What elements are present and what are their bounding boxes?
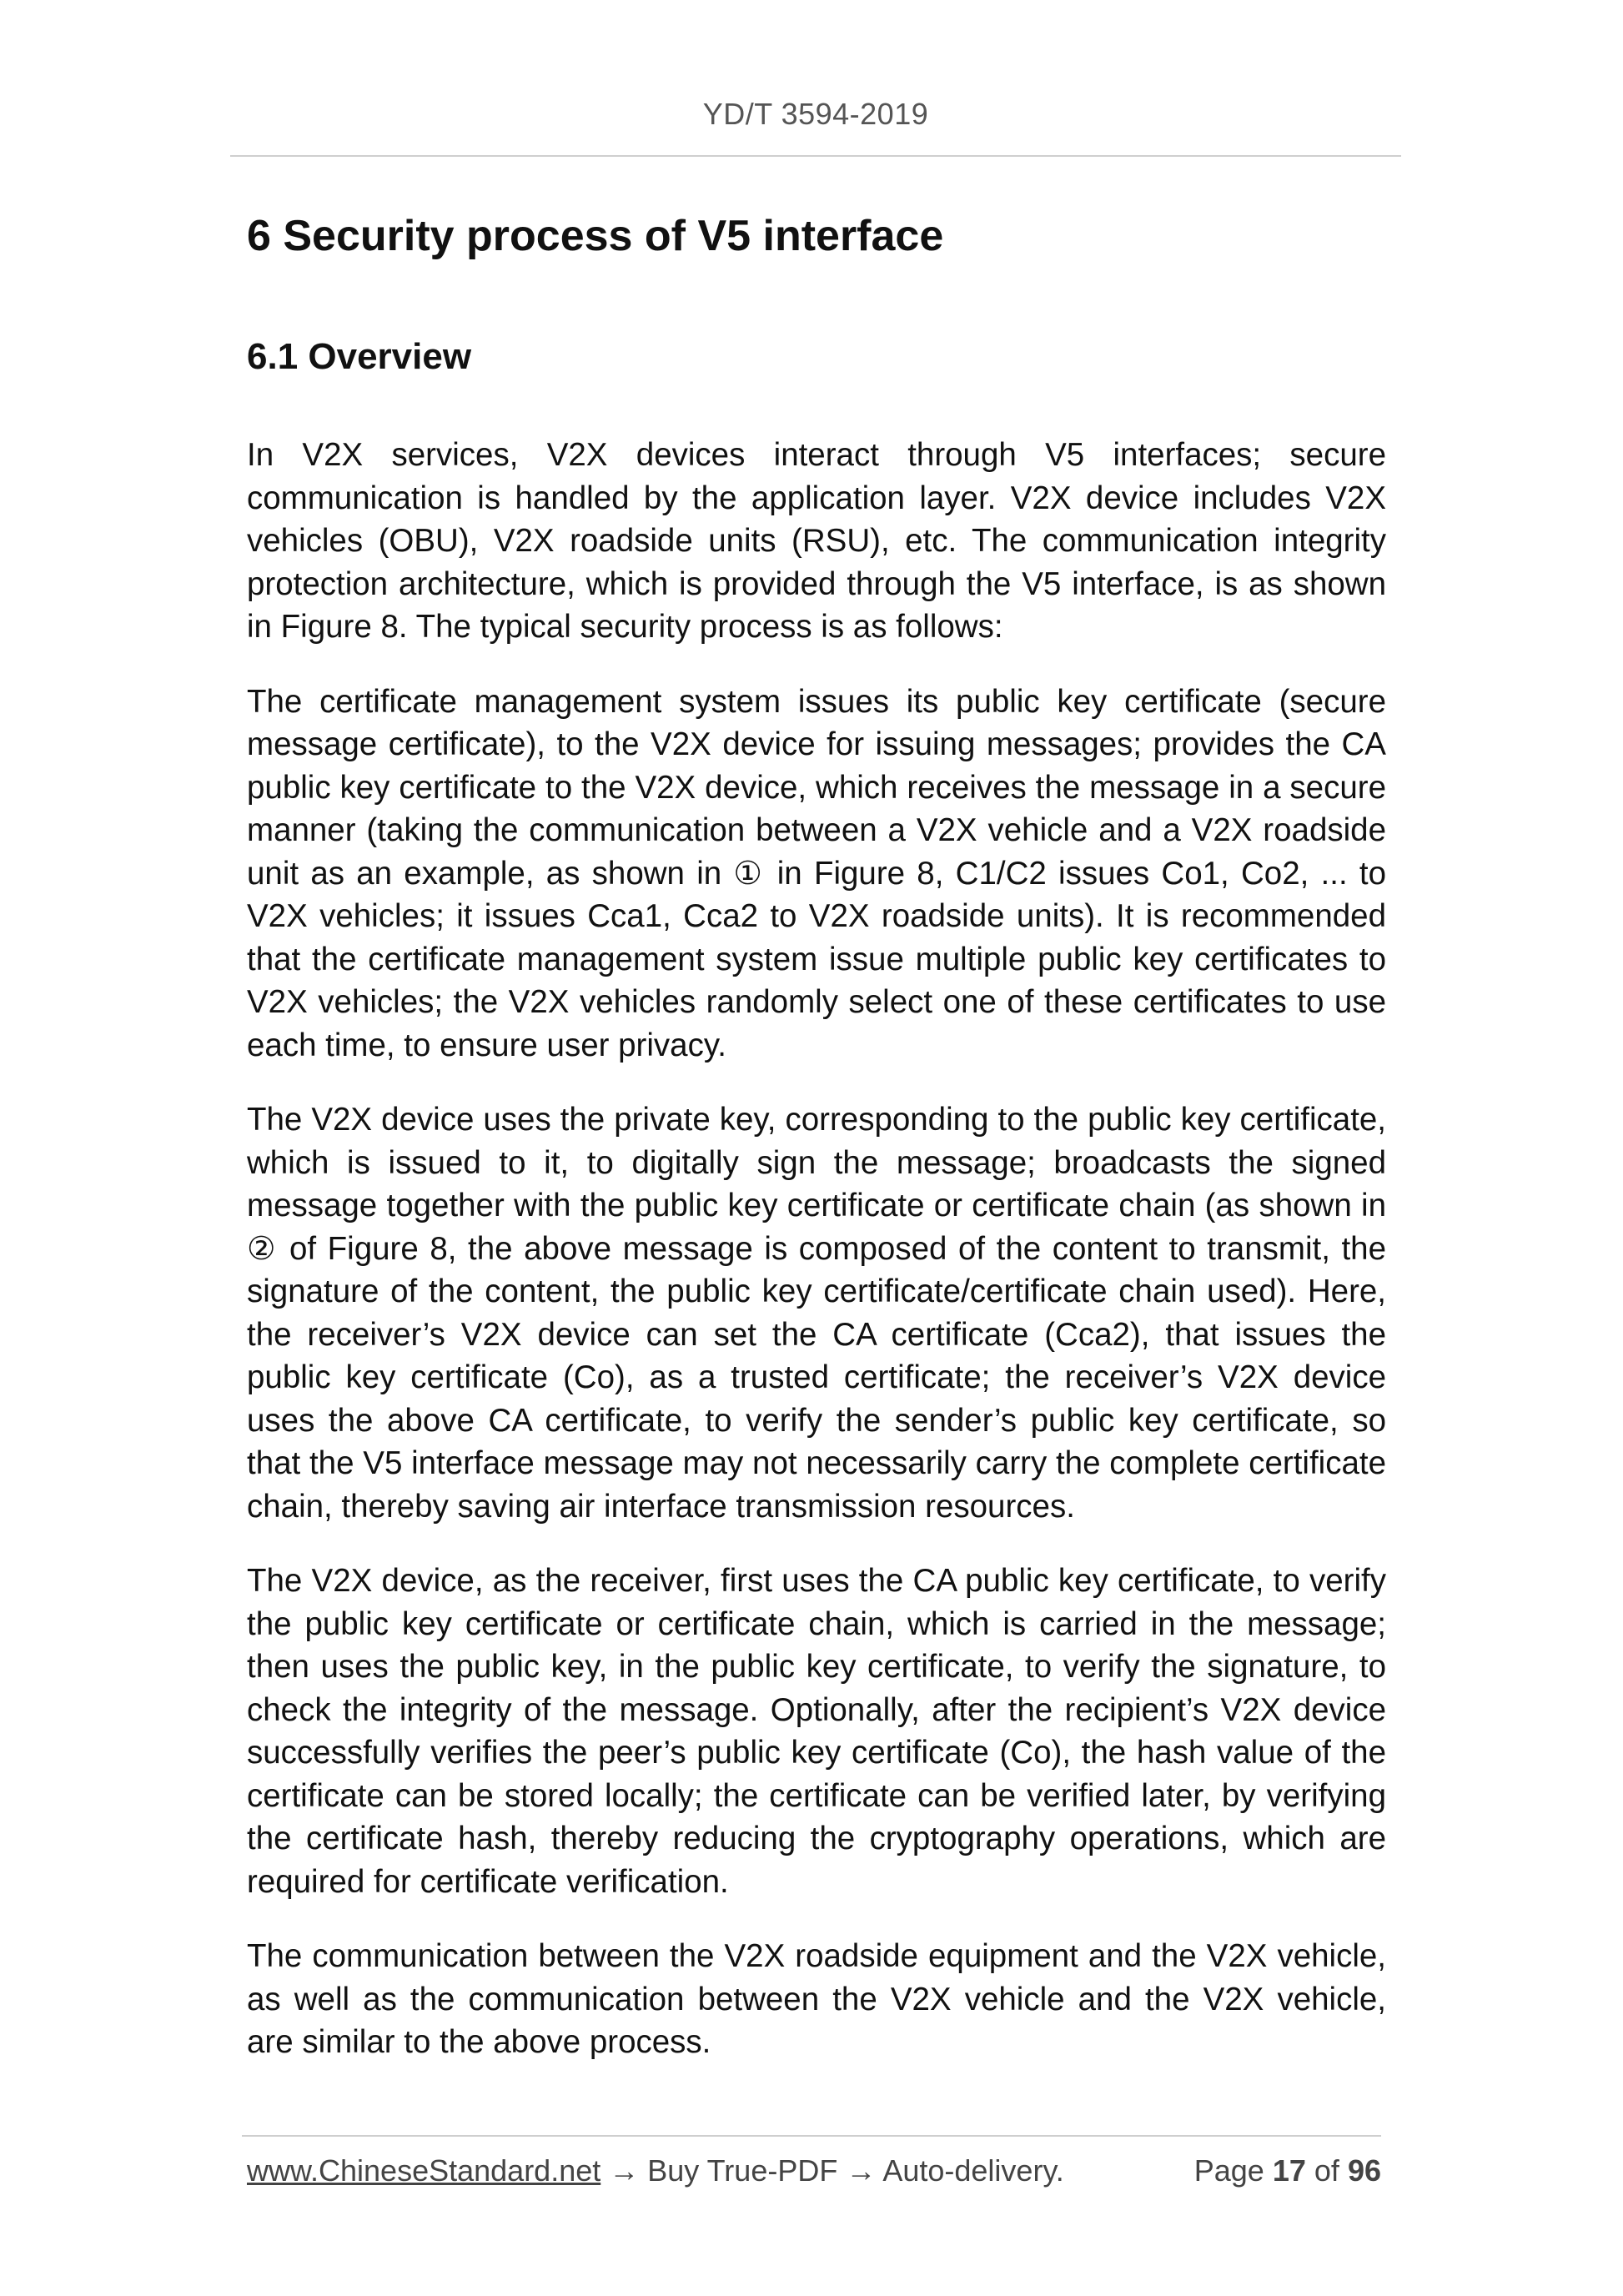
page-content [247, 208, 1386, 2096]
page-footer [247, 2153, 1381, 2188]
paragraph-signing: The V2X device uses the private key, corresponding to the public key certificate, which is issued to it, to digitally sign the message; broadcasts the signed message together with the public key certificate or certificate chain (as shown in ② of Figure 8, the above message is composed of the content to transmit, the signature of the content, the public key certificate/certificate chain used). Here, the receiver’s V2X device can set the CA certificate (Cca2), that issues the public key certificate (Co), as a trusted certificate; the receiver’s V2X device uses the above CA certificate, to verify the sender’s public key certificate, so that the V5 interface message may not necessarily carry the complete certificate chain, thereby saving air interface transmission resources. [247, 1102, 1386, 1525]
paragraph-certificate-issuing: The certificate management system issues its public key certificate (secure message certificate), to the V2X device for issuing messages; provides the CA public key certificate to the V2X device, which receives the message in a secure manner (taking the communication between a V2X vehicle and a V2X roadside unit as an example, as shown in ① in Figure 8, C1/C2 issues Co1, Co2, ... to V2X vehicles; it issues Cca1, Cca2 to V2X roadside units). It is recommended that the certificate management system issue multiple public key certificates to V2X vehicles; the V2X vehicles randomly select one of these certificates to use each time, to ensure user privacy. [247, 683, 1386, 1063]
paragraph-verification: The V2X device, as the receiver, first uses the CA public key certificate, to verify the public key certificate or certificate chain, which is carried in the message; then uses the public key, in the public key certificate, to verify the signature, to check the integrity of the message. Optionally, after the recipient’s V2X device successfully verifies the peer’s public key certificate (Co), the hash value of the certificate can be stored locally; the certificate can be verified later, by verifying the certificate hash, thereby reducing the cryptography operations, which are required for certificate verification. [247, 1563, 1386, 1900]
of-label: of [1314, 2153, 1339, 2188]
section-title: 6 Security process of V5 interface [247, 212, 944, 260]
footer-divider [242, 2135, 1381, 2137]
page-number: 17 [1272, 2153, 1306, 2188]
paragraph-similar-process: The communication between the V2X roadside equipment and the V2X vehicle, as well as the communication between the V2X vehicle and the V2X vehicle, are similar to the above process. [247, 1938, 1386, 2060]
paragraph-intro: In V2X services, V2X devices interact through V5 interfaces; secure communication is handled by the application layer. V2X device includes V2X vehicles (OBU), V2X roadside units (RSU), etc. The communication integrity protection architecture, which is provided through the V5 interface, is as shown in Figure 8. The typical security process is as follows: [247, 437, 1386, 645]
total-pages: 96 [1347, 2153, 1381, 2188]
document-number-header: YD/T 3594-2019 [702, 97, 929, 131]
footer-left [247, 2153, 1064, 2188]
page-label: Page [1193, 2153, 1264, 2188]
subsection-title: 6.1 Overview [247, 336, 472, 377]
page-indicator [1194, 2153, 1381, 2188]
chinesestandard-link[interactable]: www.ChineseStandard.net [247, 2153, 601, 2188]
header-divider [230, 155, 1401, 157]
body-text [247, 434, 1386, 2064]
footer-promo-text: → Buy True-PDF → Auto-delivery. [609, 2153, 1064, 2188]
